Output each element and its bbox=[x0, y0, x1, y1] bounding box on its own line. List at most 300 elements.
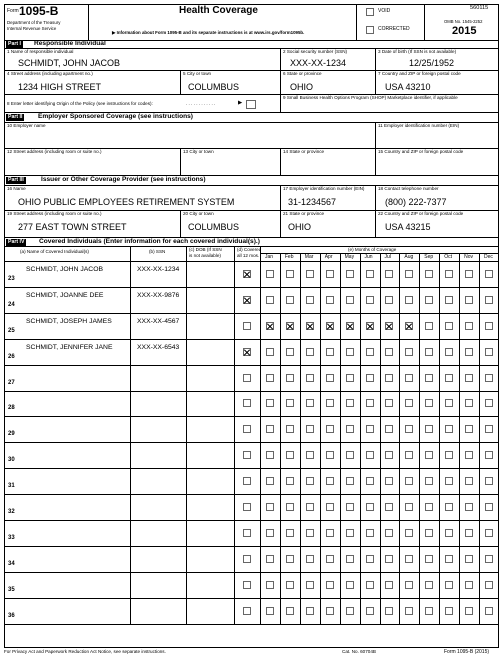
month-checkbox-sep[interactable] bbox=[425, 581, 433, 589]
row-number: 29 bbox=[8, 431, 15, 438]
month-checkbox-aug[interactable] bbox=[405, 451, 413, 459]
month-checkbox-mar[interactable] bbox=[306, 322, 314, 330]
month-checkbox-jan[interactable] bbox=[266, 503, 274, 511]
field17-label: 17 Employer identification number (EIN) bbox=[283, 186, 365, 191]
col-a-header: (a) Name of Covered Individual(s) bbox=[20, 249, 89, 254]
month-checkbox-mar[interactable] bbox=[306, 399, 314, 407]
form-prefix: Form bbox=[7, 8, 19, 14]
month-checkbox-oct[interactable] bbox=[445, 477, 453, 485]
month-checkbox-feb[interactable] bbox=[286, 529, 294, 537]
form-number: 1095-B bbox=[19, 4, 59, 18]
month-checkbox-feb[interactable] bbox=[286, 399, 294, 407]
field18-label: 18 Contact telephone number bbox=[378, 186, 439, 191]
field2-value[interactable]: XXX-XX-1234 bbox=[290, 58, 347, 68]
month-checkbox-jul[interactable] bbox=[385, 348, 393, 356]
row-number: 35 bbox=[8, 586, 15, 593]
field9-label: 9 Small Business Health Options Program (SHOP) Marketplace identifier, if applicable bbox=[283, 95, 458, 100]
month-checkbox-oct[interactable] bbox=[445, 555, 453, 563]
month-checkbox-sep[interactable] bbox=[425, 296, 433, 304]
month-checkbox-nov[interactable] bbox=[465, 425, 473, 433]
void-checkbox[interactable] bbox=[366, 8, 374, 16]
table-row-line bbox=[4, 416, 499, 417]
month-checkbox-jun[interactable] bbox=[366, 555, 374, 563]
month-checkbox-aug[interactable] bbox=[405, 270, 413, 278]
month-checkbox-nov[interactable] bbox=[465, 529, 473, 537]
table-row-line bbox=[4, 494, 499, 495]
month-checkbox-jan[interactable] bbox=[266, 451, 274, 459]
month-checkbox-oct[interactable] bbox=[445, 399, 453, 407]
month-checkbox-dec[interactable] bbox=[485, 322, 493, 330]
month-checkbox-apr[interactable] bbox=[326, 555, 334, 563]
month-checkbox-mar[interactable] bbox=[306, 477, 314, 485]
month-checkbox-aug[interactable] bbox=[405, 607, 413, 615]
month-checkbox-apr[interactable] bbox=[326, 451, 334, 459]
table-row-line bbox=[4, 572, 499, 573]
month-checkbox-dec[interactable] bbox=[485, 477, 493, 485]
col-d-header-2: all 12 mos. bbox=[237, 253, 260, 258]
month-checkbox-may[interactable] bbox=[346, 503, 354, 511]
month-checkbox-apr[interactable] bbox=[326, 581, 334, 589]
field6-label: 6 State or province bbox=[283, 71, 322, 76]
month-checkbox-dec[interactable] bbox=[485, 425, 493, 433]
month-checkbox-sep[interactable] bbox=[425, 399, 433, 407]
month-checkbox-dec[interactable] bbox=[485, 581, 493, 589]
month-checkbox-aug[interactable] bbox=[405, 425, 413, 433]
form-1095b bbox=[4, 4, 500, 655]
month-checkbox-jul[interactable] bbox=[385, 270, 393, 278]
month-checkbox-may[interactable] bbox=[346, 529, 354, 537]
month-checkbox-aug[interactable] bbox=[405, 399, 413, 407]
tax-year: 2015 bbox=[452, 25, 477, 37]
month-checkbox-oct[interactable] bbox=[445, 270, 453, 278]
month-checkbox-jan[interactable] bbox=[266, 296, 274, 304]
all-12-months-checkbox[interactable] bbox=[243, 581, 251, 589]
month-checkbox-oct[interactable] bbox=[445, 581, 453, 589]
footer-notice: For Privacy Act and Paperwork Reduction Act Notice, see separate instructions. bbox=[4, 649, 166, 654]
month-checkbox-may[interactable] bbox=[346, 607, 354, 615]
field21-label: 21 State or province bbox=[283, 211, 325, 216]
covered-name[interactable]: SCHMIDT, JOSEPH JAMES bbox=[26, 317, 112, 325]
month-checkbox-mar[interactable] bbox=[306, 503, 314, 511]
month-checkbox-jun[interactable] bbox=[366, 374, 374, 382]
month-header-may: May bbox=[344, 254, 355, 260]
month-checkbox-may[interactable] bbox=[346, 477, 354, 485]
month-checkbox-jun[interactable] bbox=[366, 529, 374, 537]
field21-value[interactable]: OHIO bbox=[288, 222, 312, 232]
month-checkbox-jan[interactable] bbox=[266, 555, 274, 563]
divider bbox=[375, 210, 376, 237]
table-header-line bbox=[4, 261, 499, 262]
month-checkbox-may[interactable] bbox=[346, 555, 354, 563]
header-divider-left bbox=[88, 4, 89, 40]
month-checkbox-mar[interactable] bbox=[306, 374, 314, 382]
month-checkbox-oct[interactable] bbox=[445, 451, 453, 459]
month-checkbox-jan[interactable] bbox=[266, 399, 274, 407]
table-row-line bbox=[4, 391, 499, 392]
month-checkbox-apr[interactable] bbox=[326, 503, 334, 511]
field8-label: 8 Enter letter identifying Origin of the Policy (see instructions for codes): bbox=[7, 101, 153, 106]
month-checkbox-jun[interactable] bbox=[366, 322, 374, 330]
month-column-divider bbox=[320, 253, 321, 624]
month-checkbox-apr[interactable] bbox=[326, 322, 334, 330]
month-checkbox-apr[interactable] bbox=[326, 477, 334, 485]
month-checkbox-dec[interactable] bbox=[485, 529, 493, 537]
month-checkbox-aug[interactable] bbox=[405, 529, 413, 537]
covered-ssn[interactable]: XXX-XX-6543 bbox=[137, 343, 180, 351]
divider bbox=[280, 185, 281, 210]
field2-label: 2 Social security number (SSN) bbox=[283, 49, 348, 54]
month-checkbox-apr[interactable] bbox=[326, 607, 334, 615]
month-checkbox-nov[interactable] bbox=[465, 322, 473, 330]
month-checkbox-dec[interactable] bbox=[485, 555, 493, 563]
part4-title: Covered Individuals (Enter information for each covered individual(s).) bbox=[39, 238, 260, 245]
month-checkbox-jan[interactable] bbox=[266, 425, 274, 433]
month-checkbox-nov[interactable] bbox=[465, 451, 473, 459]
month-checkbox-apr[interactable] bbox=[326, 399, 334, 407]
month-checkbox-feb[interactable] bbox=[286, 322, 294, 330]
month-checkbox-apr[interactable] bbox=[326, 425, 334, 433]
field7-label: 7 Country and ZIP or foreign postal code bbox=[378, 71, 461, 76]
part4-tag: Part IV bbox=[8, 239, 25, 245]
month-checkbox-may[interactable] bbox=[346, 322, 354, 330]
month-checkbox-jul[interactable] bbox=[385, 503, 393, 511]
month-checkbox-mar[interactable] bbox=[306, 555, 314, 563]
month-checkbox-dec[interactable] bbox=[485, 607, 493, 615]
month-checkbox-nov[interactable] bbox=[465, 348, 473, 356]
divider bbox=[375, 148, 376, 175]
month-checkbox-sep[interactable] bbox=[425, 348, 433, 356]
month-checkbox-jul[interactable] bbox=[385, 425, 393, 433]
col-d-header-1: (d) Covered bbox=[237, 247, 262, 252]
month-checkbox-may[interactable] bbox=[346, 296, 354, 304]
month-checkbox-sep[interactable] bbox=[425, 555, 433, 563]
month-checkbox-mar[interactable] bbox=[306, 348, 314, 356]
month-header-nov: Nov bbox=[464, 254, 474, 260]
month-checkbox-may[interactable] bbox=[346, 399, 354, 407]
month-checkbox-sep[interactable] bbox=[425, 451, 433, 459]
field20-label: 20 City or town bbox=[183, 211, 214, 216]
dept-line-1: Department of the Treasury bbox=[7, 20, 61, 25]
month-header-sep: Sep bbox=[424, 254, 434, 260]
form-title: Health Coverage bbox=[179, 5, 258, 16]
month-checkbox-jun[interactable] bbox=[366, 607, 374, 615]
table-row-line bbox=[4, 313, 499, 314]
part3-tag: Part III bbox=[8, 177, 24, 183]
month-checkbox-jun[interactable] bbox=[366, 348, 374, 356]
month-checkbox-jun[interactable] bbox=[366, 270, 374, 278]
month-column-divider bbox=[399, 253, 400, 624]
month-checkbox-jun[interactable] bbox=[366, 296, 374, 304]
month-checkbox-feb[interactable] bbox=[286, 425, 294, 433]
covered-name[interactable]: SCHMIDT, JOANNE DEE bbox=[26, 291, 104, 299]
month-checkbox-dec[interactable] bbox=[485, 399, 493, 407]
month-checkbox-oct[interactable] bbox=[445, 348, 453, 356]
field8-entry-box[interactable] bbox=[246, 100, 256, 109]
divider bbox=[375, 122, 376, 148]
all-12-months-checkbox[interactable] bbox=[243, 348, 251, 356]
month-checkbox-oct[interactable] bbox=[445, 425, 453, 433]
month-header-jul: Jul bbox=[384, 254, 391, 260]
month-checkbox-may[interactable] bbox=[346, 451, 354, 459]
all-12-months-checkbox[interactable] bbox=[243, 607, 251, 615]
col-c-header-1: (c) DOB (If SSN bbox=[189, 247, 222, 252]
month-header-oct: Oct bbox=[444, 254, 452, 260]
month-column-divider bbox=[479, 253, 480, 624]
month-checkbox-aug[interactable] bbox=[405, 296, 413, 304]
field11-label: 11 Employer identification number (EIN) bbox=[378, 123, 460, 128]
month-checkbox-feb[interactable] bbox=[286, 348, 294, 356]
month-checkbox-jan[interactable] bbox=[266, 477, 274, 485]
month-checkbox-apr[interactable] bbox=[326, 270, 334, 278]
all-12-months-checkbox[interactable] bbox=[243, 322, 251, 330]
row-number: 27 bbox=[8, 379, 15, 386]
row-number: 33 bbox=[8, 534, 15, 541]
month-checkbox-sep[interactable] bbox=[425, 270, 433, 278]
month-checkbox-jan[interactable] bbox=[266, 607, 274, 615]
month-checkbox-feb[interactable] bbox=[286, 555, 294, 563]
month-checkbox-mar[interactable] bbox=[306, 529, 314, 537]
covered-ssn[interactable]: XXX-XX-1234 bbox=[137, 265, 180, 273]
month-checkbox-sep[interactable] bbox=[425, 322, 433, 330]
month-checkbox-may[interactable] bbox=[346, 270, 354, 278]
month-checkbox-aug[interactable] bbox=[405, 374, 413, 382]
month-checkbox-oct[interactable] bbox=[445, 503, 453, 511]
month-checkbox-nov[interactable] bbox=[465, 374, 473, 382]
field4-value[interactable]: 1234 HIGH STREET bbox=[18, 82, 102, 92]
col-e-header: (e) Months of Coverage bbox=[348, 247, 397, 252]
month-checkbox-sep[interactable] bbox=[425, 374, 433, 382]
divider bbox=[180, 210, 181, 237]
month-checkbox-apr[interactable] bbox=[326, 374, 334, 382]
all-12-months-checkbox[interactable] bbox=[243, 399, 251, 407]
month-checkbox-feb[interactable] bbox=[286, 581, 294, 589]
month-checkbox-feb[interactable] bbox=[286, 607, 294, 615]
month-checkbox-jun[interactable] bbox=[366, 451, 374, 459]
month-checkbox-mar[interactable] bbox=[306, 607, 314, 615]
header-divider-right bbox=[356, 4, 357, 40]
field7-value[interactable]: USA 43210 bbox=[385, 82, 431, 92]
all-12-months-checkbox[interactable] bbox=[243, 374, 251, 382]
field5-value[interactable]: COLUMBUS bbox=[188, 82, 240, 92]
month-checkbox-jun[interactable] bbox=[366, 425, 374, 433]
field6-value[interactable]: OHIO bbox=[290, 82, 314, 92]
month-checkbox-may[interactable] bbox=[346, 348, 354, 356]
month-checkbox-oct[interactable] bbox=[445, 296, 453, 304]
field15-label: 15 Country and ZIP or foreign postal code bbox=[378, 149, 464, 154]
month-checkbox-jan[interactable] bbox=[266, 374, 274, 382]
month-checkbox-nov[interactable] bbox=[465, 270, 473, 278]
month-checkbox-oct[interactable] bbox=[445, 322, 453, 330]
col-c-header-2: is not available) bbox=[189, 253, 221, 258]
divider bbox=[375, 48, 376, 70]
month-checkbox-dec[interactable] bbox=[485, 270, 493, 278]
field8-dots: . . . . . . . . . . . . bbox=[186, 101, 216, 106]
month-header-feb: Feb bbox=[284, 254, 294, 260]
table-row-line bbox=[4, 339, 499, 340]
table-row-line bbox=[4, 365, 499, 366]
month-checkbox-dec[interactable] bbox=[485, 503, 493, 511]
table-row-line bbox=[4, 468, 499, 469]
month-checkbox-jul[interactable] bbox=[385, 529, 393, 537]
all-12-months-checkbox[interactable] bbox=[243, 425, 251, 433]
part2-title: Employer Sponsored Coverage (see instructions) bbox=[38, 113, 193, 120]
month-checkbox-jun[interactable] bbox=[366, 581, 374, 589]
divider bbox=[280, 94, 281, 112]
month-checkbox-jun[interactable] bbox=[366, 477, 374, 485]
month-checkbox-jan[interactable] bbox=[266, 348, 274, 356]
field1-value[interactable]: SCHMIDT, JOHN JACOB bbox=[18, 58, 121, 68]
month-checkbox-jun[interactable] bbox=[366, 503, 374, 511]
field3-label: 3 Date of birth (If SSN is not available) bbox=[378, 49, 457, 54]
month-checkbox-feb[interactable] bbox=[286, 451, 294, 459]
month-checkbox-aug[interactable] bbox=[405, 322, 413, 330]
month-checkbox-mar[interactable] bbox=[306, 296, 314, 304]
field14-label: 14 State or province bbox=[283, 149, 325, 154]
all-12-months-checkbox[interactable] bbox=[243, 451, 251, 459]
covered-ssn[interactable]: XXX-XX-4567 bbox=[137, 317, 180, 325]
month-checkbox-jan[interactable] bbox=[266, 322, 274, 330]
row-number: 34 bbox=[8, 560, 15, 567]
month-checkbox-aug[interactable] bbox=[405, 555, 413, 563]
month-checkbox-nov[interactable] bbox=[465, 555, 473, 563]
month-checkbox-nov[interactable] bbox=[465, 399, 473, 407]
divider bbox=[280, 210, 281, 237]
all-12-months-checkbox[interactable] bbox=[243, 555, 251, 563]
all-12-months-checkbox[interactable] bbox=[243, 477, 251, 485]
table-row-line bbox=[4, 520, 499, 521]
month-checkbox-apr[interactable] bbox=[326, 296, 334, 304]
divider bbox=[280, 148, 281, 175]
month-column-divider bbox=[300, 253, 301, 624]
month-checkbox-feb[interactable] bbox=[286, 296, 294, 304]
month-checkbox-oct[interactable] bbox=[445, 374, 453, 382]
month-checkbox-apr[interactable] bbox=[326, 529, 334, 537]
field22-label: 22 Country and ZIP or foreign postal code bbox=[378, 211, 464, 216]
month-column-divider bbox=[459, 253, 460, 624]
field3-value[interactable]: 12/25/1952 bbox=[409, 58, 455, 68]
month-checkbox-jan[interactable] bbox=[266, 529, 274, 537]
field19-value[interactable]: 277 EAST TOWN STREET bbox=[18, 222, 127, 232]
field16-label: 16 Name bbox=[7, 186, 26, 191]
month-checkbox-jul[interactable] bbox=[385, 477, 393, 485]
month-header-mar: Mar bbox=[304, 254, 314, 260]
field12-label: 12 Street address (including room or suite no.) bbox=[7, 149, 102, 154]
all-12-months-checkbox[interactable] bbox=[243, 270, 251, 278]
month-checkbox-aug[interactable] bbox=[405, 503, 413, 511]
month-checkbox-aug[interactable] bbox=[405, 348, 413, 356]
month-checkbox-mar[interactable] bbox=[306, 451, 314, 459]
all-12-months-checkbox[interactable] bbox=[243, 296, 251, 304]
month-checkbox-nov[interactable] bbox=[465, 477, 473, 485]
month-checkbox-jul[interactable] bbox=[385, 607, 393, 615]
month-checkbox-sep[interactable] bbox=[425, 425, 433, 433]
all-12-months-checkbox[interactable] bbox=[243, 529, 251, 537]
month-header-jun: Jun bbox=[364, 254, 373, 260]
row-number: 23 bbox=[8, 275, 15, 282]
month-checkbox-feb[interactable] bbox=[286, 503, 294, 511]
month-checkbox-feb[interactable] bbox=[286, 374, 294, 382]
month-checkbox-nov[interactable] bbox=[465, 503, 473, 511]
month-checkbox-may[interactable] bbox=[346, 581, 354, 589]
month-checkbox-dec[interactable] bbox=[485, 348, 493, 356]
month-checkbox-sep[interactable] bbox=[425, 503, 433, 511]
field17-value[interactable]: 31-1234567 bbox=[288, 197, 337, 207]
row-number: 24 bbox=[8, 301, 15, 308]
month-checkbox-dec[interactable] bbox=[485, 374, 493, 382]
header-divider-omb bbox=[424, 4, 425, 40]
month-checkbox-jul[interactable] bbox=[385, 399, 393, 407]
month-header-jan: Jan bbox=[264, 254, 274, 260]
covered-name[interactable]: SCHMIDT, JOHN JACOB bbox=[26, 265, 104, 273]
footer-form-label: Form 1095-B (2015) bbox=[444, 649, 490, 655]
month-checkbox-sep[interactable] bbox=[425, 529, 433, 537]
month-checkbox-jul[interactable] bbox=[385, 296, 393, 304]
divider bbox=[375, 185, 376, 210]
month-checkbox-nov[interactable] bbox=[465, 296, 473, 304]
month-header-aug: Aug bbox=[404, 254, 414, 260]
month-checkbox-feb[interactable] bbox=[286, 477, 294, 485]
month-checkbox-may[interactable] bbox=[346, 425, 354, 433]
divider bbox=[180, 148, 181, 175]
month-checkbox-oct[interactable] bbox=[445, 529, 453, 537]
field18-value[interactable]: (800) 222-7377 bbox=[385, 197, 447, 207]
covered-name[interactable]: SCHMIDT, JENNIFER JANE bbox=[26, 343, 113, 351]
part3-title: Issuer or Other Coverage Provider (see instructions) bbox=[41, 176, 206, 183]
part1-tag: Part I bbox=[8, 41, 21, 47]
covered-ssn[interactable]: XXX-XX-9876 bbox=[137, 291, 180, 299]
month-checkbox-mar[interactable] bbox=[306, 581, 314, 589]
field16-value[interactable]: OHIO PUBLIC EMPLOYEES RETIREMENT SYSTEM bbox=[18, 197, 235, 207]
field22-value[interactable]: USA 43215 bbox=[385, 222, 431, 232]
month-checkbox-jul[interactable] bbox=[385, 374, 393, 382]
field20-value[interactable]: COLUMBUS bbox=[188, 222, 240, 232]
month-checkbox-nov[interactable] bbox=[465, 581, 473, 589]
table-row-line bbox=[4, 624, 499, 625]
month-checkbox-oct[interactable] bbox=[445, 607, 453, 615]
month-checkbox-mar[interactable] bbox=[306, 270, 314, 278]
month-checkbox-mar[interactable] bbox=[306, 425, 314, 433]
row-number: 26 bbox=[8, 353, 15, 360]
month-checkbox-jul[interactable] bbox=[385, 555, 393, 563]
row-number: 32 bbox=[8, 509, 15, 516]
corrected-checkbox[interactable] bbox=[366, 26, 374, 34]
month-column-divider bbox=[340, 253, 341, 624]
omb-number: OMB No. 1545-2252 bbox=[444, 19, 483, 24]
month-checkbox-aug[interactable] bbox=[405, 477, 413, 485]
month-checkbox-sep[interactable] bbox=[425, 607, 433, 615]
month-checkbox-jan[interactable] bbox=[266, 581, 274, 589]
month-checkbox-jun[interactable] bbox=[366, 399, 374, 407]
month-checkbox-may[interactable] bbox=[346, 374, 354, 382]
part2-tag: Part II bbox=[8, 114, 23, 120]
month-checkbox-dec[interactable] bbox=[485, 296, 493, 304]
all-12-months-checkbox[interactable] bbox=[243, 503, 251, 511]
field8-arrow-icon: ▶ bbox=[238, 100, 243, 106]
month-checkbox-nov[interactable] bbox=[465, 607, 473, 615]
month-checkbox-jul[interactable] bbox=[385, 451, 393, 459]
month-checkbox-jul[interactable] bbox=[385, 581, 393, 589]
divider bbox=[280, 48, 281, 70]
month-checkbox-dec[interactable] bbox=[485, 451, 493, 459]
info-line: ▶ Information about Form 1095-B and its separate instructions is at www.irs.gov/form1095b. bbox=[112, 30, 305, 35]
month-checkbox-apr[interactable] bbox=[326, 348, 334, 356]
month-checkbox-feb[interactable] bbox=[286, 270, 294, 278]
month-checkbox-sep[interactable] bbox=[425, 477, 433, 485]
column-divider bbox=[234, 246, 235, 624]
month-checkbox-jul[interactable] bbox=[385, 322, 393, 330]
month-checkbox-jan[interactable] bbox=[266, 270, 274, 278]
month-checkbox-aug[interactable] bbox=[405, 581, 413, 589]
